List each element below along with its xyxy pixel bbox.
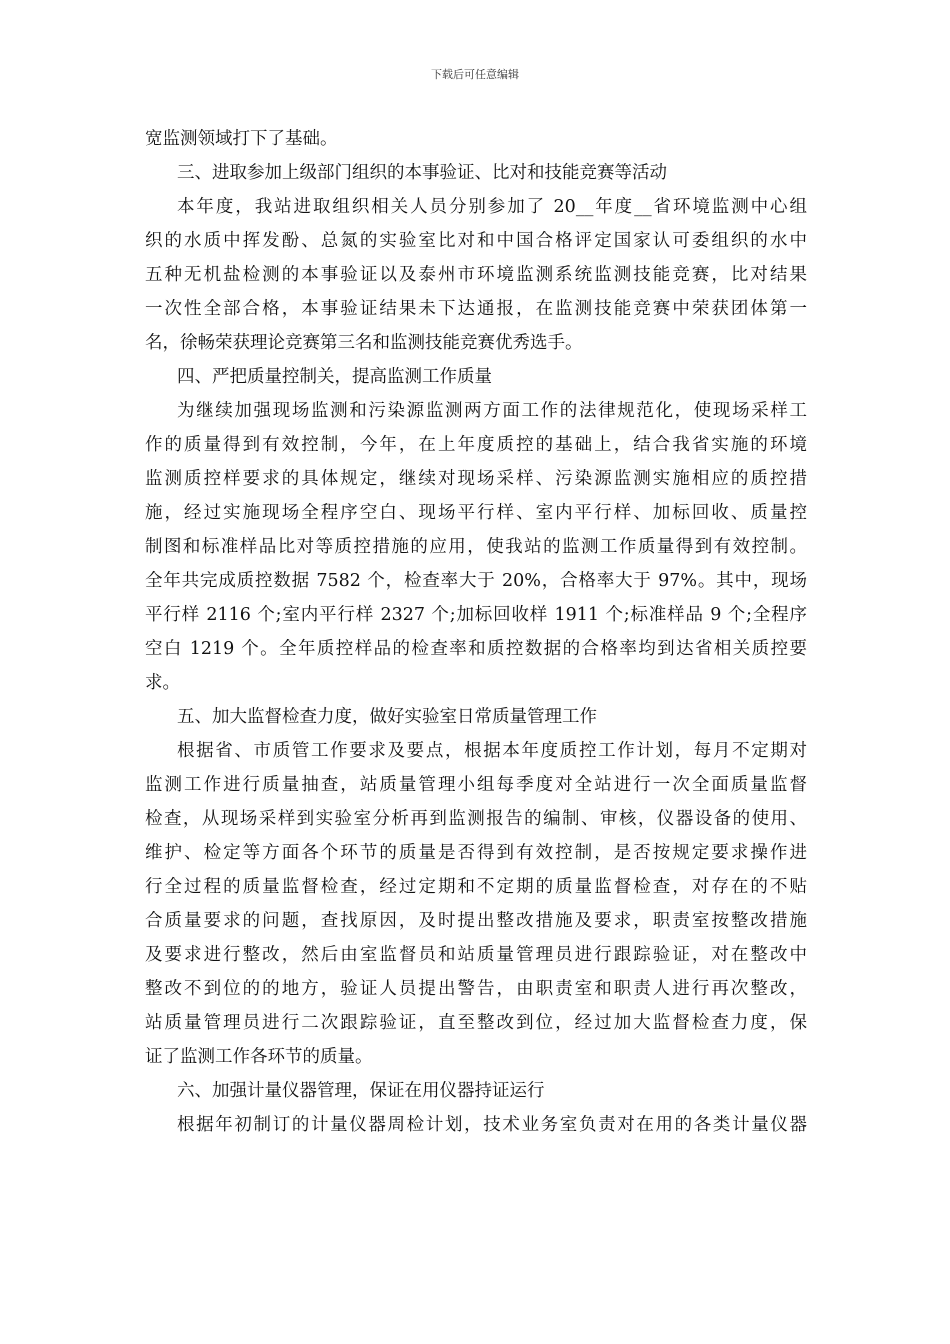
text-line: 全年共完成质控数据 7582 个，检查率大于 20%，合格率大于 97%。其中，现场 [145,571,807,591]
text-line: 织的水质中挥发酚、总氮的实验室比对和中国合格评定国家认可委组织的水中 [145,231,807,251]
document-body [145,122,807,1142]
text-line: 一次性全部合格，本事验证结果未下达通报，在监测技能竞赛中荣获团体第一 [145,299,807,319]
text-line: 制图和标准样品比对等质控措施的应用，使我站的监测工作质量得到有效控制。 [145,537,807,557]
text-line: 检查，从现场采样到实验室分析再到监测报告的编制、审核，仪器设备的使用、 [145,809,807,829]
text-line: 证了监测工作各环节的质量。 [145,1047,373,1067]
text-line: 施，经过实施现场全程序空白、现场平行样、室内平行样、加标回收、质量控 [145,503,807,523]
text-line: 六、加强计量仪器管理，保证在用仪器持证运行 [177,1081,545,1101]
text-line: 监测质控样要求的具体规定，继续对现场采样、污染源监测实施相应的质控措 [145,469,807,489]
text-line: 为继续加强现场监测和污染源监测两方面工作的法律规范化，使现场采样工 [177,401,807,421]
text-line: 及要求进行整改，然后由室监督员和站质量管理员进行跟踪验证，对在整改中 [145,945,807,965]
text-line: 监测工作进行质量抽查，站质量管理小组每季度对全站进行一次全面质量监督 [145,775,807,795]
text-line: 五种无机盐检测的本事验证以及泰州市环境监测系统监测技能竞赛，比对结果 [145,265,807,285]
text-line: 名，徐畅荣获理论竞赛第三名和监测技能竞赛优秀选手。 [145,333,583,353]
text-line: 三、进取参加上级部门组织的本事验证、比对和技能竞赛等活动 [177,163,667,183]
text-line: 根据年初制订的计量仪器周检计划，技术业务室负责对在用的各类计量仪器 [177,1115,807,1135]
text-line: 合质量要求的问题，查找原因，及时提出整改措施及要求，职责室按整改措施 [145,911,807,931]
text-line: 作的质量得到有效控制，今年，在上年度质控的基础上，结合我省实施的环境 [145,435,807,455]
text-line: 宽监测领域打下了基础。 [145,129,338,149]
text-line: 根据省、市质管工作要求及要点，根据本年度质控工作计划，每月不定期对 [177,741,807,761]
text-line: 行全过程的质量监督检查，经过定期和不定期的质量监督检查，对存在的不贴 [145,877,807,897]
text-line: 四、严把质量控制关，提高监测工作质量 [177,367,492,387]
text-line: 平行样 2116 个;室内平行样 2327 个;加标回收样 1911 个;标准样品 9 个;全程序 [145,605,807,625]
page-header: 下载后可任意编辑 [431,68,519,81]
text-line: 五、加大监督检查力度，做好实验室日常质量管理工作 [177,707,597,727]
text-line: 空白 1219 个。全年质控样品的检查率和质控数据的合格率均到达省相关质控要 [145,639,807,659]
text-line: 求。 [145,673,180,693]
text-line: 本年度，我站进取组织相关人员分别参加了 20__年度__省环境监测中心组 [177,197,807,217]
text-line: 站质量管理员进行二次跟踪验证，直至整改到位，经过加大监督检查力度，保 [145,1013,807,1033]
text-line: 整改不到位的的地方，验证人员提出警告，由职责室和职责人进行再次整改， [145,979,807,999]
text-line: 维护、检定等方面各个环节的质量是否得到有效控制，是否按规定要求操作进 [145,843,807,863]
